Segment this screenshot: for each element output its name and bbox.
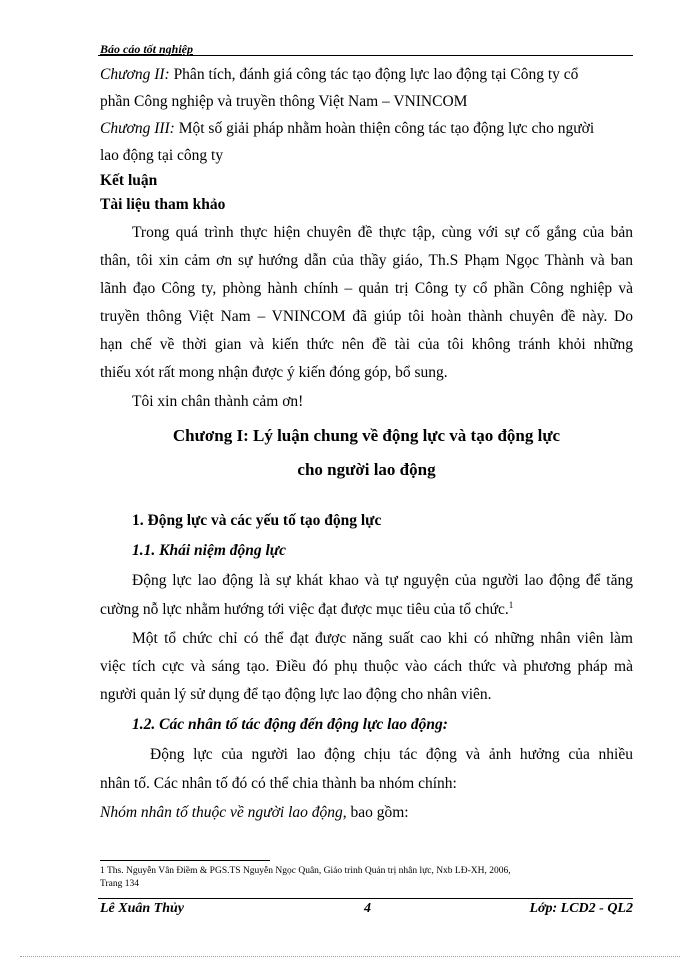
employee-factors-suffix: , bao gồm: (342, 804, 409, 821)
definition-line-2 (100, 600, 513, 619)
toc-chapter-3-line-2: lao động tại công ty (100, 147, 224, 164)
productivity-line-3: người quản lý sử dụng để tạo động lực lao động cho nhân viên. (100, 686, 492, 703)
footnote-separator (100, 860, 270, 861)
header-rule (98, 55, 633, 56)
thanks-closing: Tôi xin chân thành cảm ơn! (132, 393, 304, 410)
factors-line-2: nhân tố. Các nhân tố đó có thể chia thành ba nhóm chính: (100, 775, 457, 792)
productivity-line-2: việc tích cực và sáng tạo. Điều đó phụ thuộc vào cách thức và phương pháp mà (100, 658, 633, 675)
employee-factors-label: Nhóm nhân tố thuộc về người lao động (100, 804, 343, 821)
thanks-line-5: hạn chế về thời gian và kiến thức nên đề tài của tôi không tránh khỏi những (100, 336, 633, 353)
footnote-reference: 1 (508, 600, 514, 610)
chapter-1-title-line-1: Chương I: Lý luận chung về động lực và tạo động lực (172, 426, 561, 445)
toc-references: Tài liệu tham khảo (100, 196, 226, 213)
thanks-line-2: thân, tôi xin cảm ơn sự hướng dẫn của thầy giáo, Th.S Phạm Ngọc Thành và ban (100, 252, 633, 269)
page-bottom-dotted-border (20, 956, 680, 957)
section-1-1-heading: 1.1. Khái niệm động lực (132, 542, 286, 559)
definition-line-1: Động lực lao động là sự khát khao và tự nguyện của người lao động để tăng (132, 572, 633, 589)
toc-chapter-2-text: Phân tích, đánh giá công tác tạo động lực lao động tại Công ty cổ (169, 66, 579, 83)
section-1-heading: 1. Động lực và các yếu tố tạo động lực (132, 512, 382, 529)
employee-factors-line (100, 804, 409, 822)
footer-class-info: Lớp: LCD2 - QL2 (529, 901, 633, 916)
section-1-2-heading: 1.2. Các nhân tố tác động đến động lực lao động: (132, 716, 448, 733)
footer-rule (98, 898, 633, 899)
thanks-line-1: Trong quá trình thực hiện chuyên đề thực tập, cùng với sự cố gắng của bản (132, 224, 633, 241)
definition-text: cường nỗ lực nhằm hướng tới việc đạt được mục tiêu của tổ chức. (100, 601, 509, 619)
toc-chapter-2-line-2: phần Công nghiệp và truyền thông Việt Nam – VNINCOM (100, 93, 468, 110)
footer-author: Lê Xuân Thủy (100, 901, 185, 916)
footnote-line-1: 1 Ths. Nguyễn Vân Điềm & PGS.TS Nguyễn Ngọc Quân, Giáo trình Quản trị nhân lực, Nxb LĐ-XH, 2006, (100, 866, 511, 876)
chapter-1-title-line-2: cho người lao động (297, 460, 436, 479)
productivity-line-1: Một tổ chức chỉ có thể đạt được năng suất cao khi có những nhân viên làm (132, 630, 633, 647)
toc-chapter-2-line-1 (100, 66, 578, 84)
header-title: Báo cáo tốt nghiệp (100, 42, 194, 56)
toc-chapter-3-text: Một số giải pháp nhằm hoàn thiện công tác tạo động lực cho người (174, 120, 595, 137)
thanks-line-3: lãnh đạo Công ty, phòng hành chính – quản trị Công ty cổ phần Công nghiệp và (100, 280, 633, 297)
toc-chapter-3-label: Chương III: (100, 120, 175, 137)
footnote-line-2: Trang 134 (100, 879, 139, 889)
footer-page-number: 4 (364, 901, 371, 916)
toc-chapter-3-line-1 (100, 120, 594, 138)
thanks-line-6: thiếu xót rất mong nhận được ý kiến đóng góp, bổ sung. (100, 364, 448, 381)
toc-chapter-2-label: Chương II: (100, 66, 170, 83)
factors-line-1: Động lực của người lao động chịu tác động và ảnh hưởng của nhiều (150, 746, 633, 763)
toc-conclusion: Kết luận (100, 172, 158, 189)
thanks-line-4: truyền thông Việt Nam – VNINCOM đã giúp tôi hoàn thành chuyên đề này. Do (100, 308, 633, 325)
